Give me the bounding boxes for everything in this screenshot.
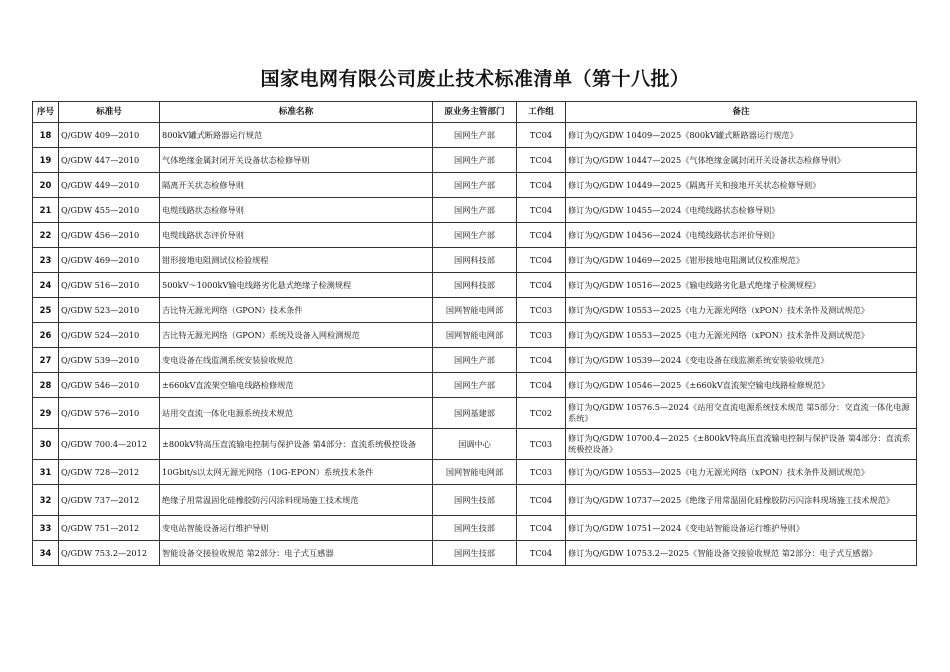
cell-seq: 25 [33,298,59,323]
cell-code: Q/GDW 447—2010 [59,148,160,173]
cell-wg: TC04 [517,173,566,198]
cell-note: 修订为Q/GDW 10553—2025《电力无源光网络（xPON）技术条件及测试规范》 [566,323,917,348]
cell-wg: TC04 [517,198,566,223]
cell-dept: 国网生产部 [433,123,517,148]
cell-seq: 18 [33,123,59,148]
cell-code: Q/GDW 523—2010 [59,298,160,323]
table-row [33,460,917,485]
cell-code: Q/GDW 469—2010 [59,248,160,273]
cell-seq: 32 [33,485,59,516]
cell-seq: 34 [33,541,59,566]
cell-code: Q/GDW 516—2010 [59,273,160,298]
cell-name: 变电设备在线监测系统安装验收规范 [160,348,433,373]
cell-code: Q/GDW 449—2010 [59,173,160,198]
cell-name: 吉比特无源光网络（GPON）系统及设备入网检测规范 [160,323,433,348]
table-row [33,148,917,173]
cell-name: ±800kV特高压直流输电控制与保护设备 第4部分：直流系统极控设备 [160,429,433,460]
header-note: 备注 [566,102,917,123]
cell-note: 修订为Q/GDW 10516—2025《输电线路劣化悬式绝缘子检测规程》 [566,273,917,298]
table-row [33,485,917,516]
cell-code: Q/GDW 409—2010 [59,123,160,148]
cell-code: Q/GDW 737—2012 [59,485,160,516]
cell-wg: TC04 [517,273,566,298]
cell-dept: 国网生产部 [433,223,517,248]
header-dept: 原业务主管部门 [433,102,517,123]
cell-name: ±660kV直流架空输电线路检修规范 [160,373,433,398]
cell-note: 修订为Q/GDW 10455—2024《电缆线路状态检修导则》 [566,198,917,223]
cell-seq: 19 [33,148,59,173]
cell-wg: TC04 [517,516,566,541]
abolished-standards-table [32,101,917,566]
cell-seq: 33 [33,516,59,541]
cell-wg: TC04 [517,223,566,248]
table-row [33,373,917,398]
cell-seq: 22 [33,223,59,248]
cell-name: 800kV罐式断路器运行规范 [160,123,433,148]
cell-seq: 29 [33,398,59,429]
cell-dept: 国网生技部 [433,541,517,566]
cell-note: 修订为Q/GDW 10546—2025《±660kV直流架空输电线路检修规范》 [566,373,917,398]
cell-name: 500kV～1000kV输电线路劣化悬式绝缘子检测规程 [160,273,433,298]
cell-name: 吉比特无源光网络（GPON）技术条件 [160,298,433,323]
cell-note: 修订为Q/GDW 10409—2025《800kV罐式断路器运行规范》 [566,123,917,148]
cell-dept: 国网智能电网部 [433,460,517,485]
cell-name: 隔离开关状态检修导则 [160,173,433,198]
cell-note: 修订为Q/GDW 10539—2024《变电设备在线监测系统安装验收规范》 [566,348,917,373]
cell-code: Q/GDW 576—2010 [59,398,160,429]
cell-dept: 国网生技部 [433,516,517,541]
cell-dept: 国网基建部 [433,398,517,429]
header-name: 标准名称 [160,102,433,123]
cell-name: 电缆线路状态评价导则 [160,223,433,248]
cell-dept: 国网生产部 [433,373,517,398]
cell-seq: 24 [33,273,59,298]
cell-dept: 国网生产部 [433,198,517,223]
cell-code: Q/GDW 751—2012 [59,516,160,541]
cell-code: Q/GDW 728—2012 [59,460,160,485]
cell-dept: 国网科技部 [433,273,517,298]
cell-seq: 30 [33,429,59,460]
cell-seq: 26 [33,323,59,348]
cell-note: 修订为Q/GDW 10700.4—2025《±800kV特高压直流输电控制与保护设备 第4部分：直流系统极控设备》 [566,429,917,460]
cell-note: 修订为Q/GDW 10553—2025《电力无源光网络（xPON）技术条件及测试规范》 [566,298,917,323]
table-row [33,223,917,248]
header-code: 标准号 [59,102,160,123]
cell-seq: 28 [33,373,59,398]
cell-wg: TC04 [517,148,566,173]
table-row [33,541,917,566]
table-row [33,173,917,198]
cell-note: 修订为Q/GDW 10456—2024《电缆线路状态评价导则》 [566,223,917,248]
cell-wg: TC03 [517,460,566,485]
cell-code: Q/GDW 455—2010 [59,198,160,223]
cell-wg: TC04 [517,485,566,516]
cell-name: 气体绝缘金属封闭开关设备状态检修导则 [160,148,433,173]
cell-dept: 国网生技部 [433,485,517,516]
cell-dept: 国网智能电网部 [433,323,517,348]
table-row [33,516,917,541]
cell-note: 修订为Q/GDW 10449—2025《隔离开关和接地开关状态检修导则》 [566,173,917,198]
cell-name: 10Gbit/s以太网无源光网络（10G-EPON）系统技术条件 [160,460,433,485]
cell-code: Q/GDW 700.4—2012 [59,429,160,460]
cell-note: 修订为Q/GDW 10753.2—2025《智能设备交接验收规范 第2部分：电子式互感器》 [566,541,917,566]
cell-dept: 国网生产部 [433,348,517,373]
table-row [33,323,917,348]
cell-seq: 21 [33,198,59,223]
cell-name: 钳形接地电阻测试仪检验规程 [160,248,433,273]
cell-seq: 27 [33,348,59,373]
table-row [33,273,917,298]
cell-note: 修订为Q/GDW 10447—2025《气体绝缘金属封闭开关设备状态检修导则》 [566,148,917,173]
cell-name: 绝缘子用常温固化硅橡胶防污闪涂料现场施工技术规范 [160,485,433,516]
cell-dept: 国网智能电网部 [433,298,517,323]
table-row [33,348,917,373]
table-row [33,248,917,273]
cell-code: Q/GDW 524—2010 [59,323,160,348]
cell-note: 修订为Q/GDW 10553—2025《电力无源光网络（xPON）技术条件及测试规范》 [566,460,917,485]
cell-name: 站用交直流一体化电源系统技术规范 [160,398,433,429]
cell-dept: 国网生产部 [433,148,517,173]
cell-note: 修订为Q/GDW 10751—2024《变电站智能设备运行维护导则》 [566,516,917,541]
table-row [33,429,917,460]
table-row [33,198,917,223]
cell-note: 修订为Q/GDW 10469—2025《钳形接地电阻测试仪校准规范》 [566,248,917,273]
cell-wg: TC04 [517,123,566,148]
cell-wg: TC04 [517,541,566,566]
cell-wg: TC03 [517,323,566,348]
cell-code: Q/GDW 539—2010 [59,348,160,373]
header-wg: 工作组 [517,102,566,123]
cell-wg: TC02 [517,398,566,429]
cell-wg: TC04 [517,248,566,273]
cell-code: Q/GDW 456—2010 [59,223,160,248]
table-header-row [33,102,917,123]
cell-name: 智能设备交接验收规范 第2部分：电子式互感器 [160,541,433,566]
cell-wg: TC04 [517,348,566,373]
cell-dept: 国调中心 [433,429,517,460]
cell-note: 修订为Q/GDW 10737—2025《绝缘子用常温固化硅橡胶防污闪涂料现场施工技术规范》 [566,485,917,516]
table-row [33,123,917,148]
cell-note: 修订为Q/GDW 10576.5—2024《站用交直流电源系统技术规范 第5部分：交直流一体化电源系统》 [566,398,917,429]
cell-code: Q/GDW 546—2010 [59,373,160,398]
header-seq: 序号 [33,102,59,123]
cell-seq: 23 [33,248,59,273]
cell-wg: TC03 [517,429,566,460]
cell-seq: 20 [33,173,59,198]
cell-wg: TC04 [517,373,566,398]
cell-code: Q/GDW 753.2—2012 [59,541,160,566]
table-row [33,298,917,323]
cell-dept: 国网科技部 [433,248,517,273]
cell-name: 电缆线路状态检修导则 [160,198,433,223]
document-title: 国家电网有限公司废止技术标准清单（第十八批） [260,68,690,90]
cell-seq: 31 [33,460,59,485]
cell-dept: 国网生产部 [433,173,517,198]
cell-wg: TC03 [517,298,566,323]
table-row [33,398,917,429]
cell-name: 变电站智能设备运行维护导则 [160,516,433,541]
